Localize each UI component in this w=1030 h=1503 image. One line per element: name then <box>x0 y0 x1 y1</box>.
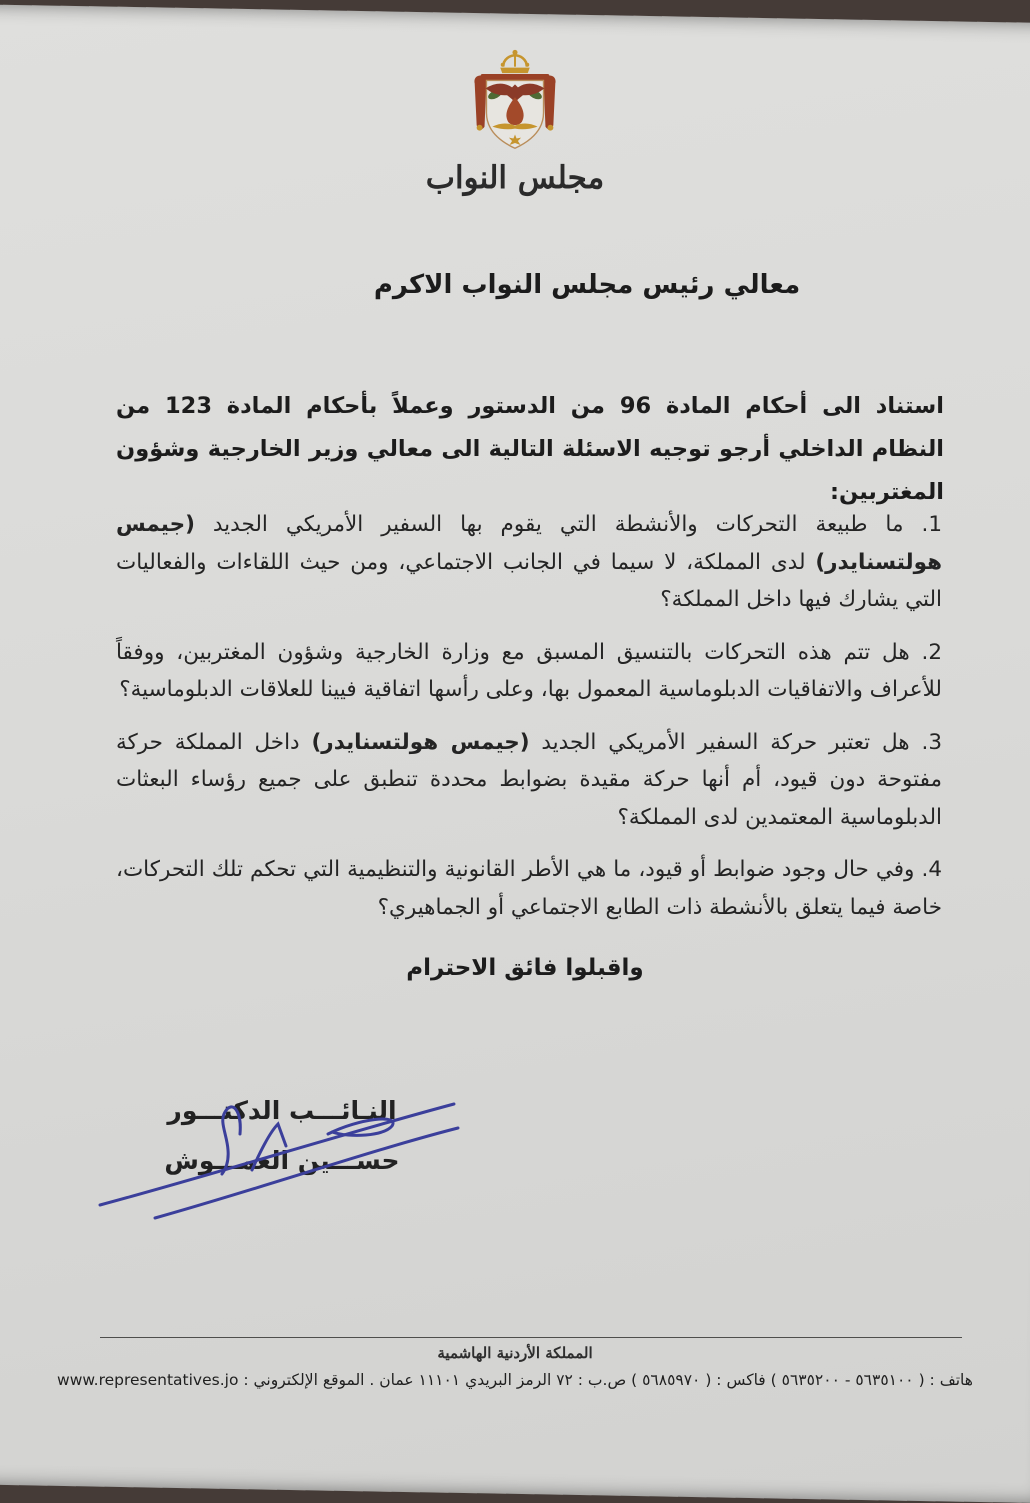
signatory-title: النـائـــب الدكتـــور <box>167 1096 397 1125</box>
signatory-name: حســـين العمـــوش <box>164 1146 400 1175</box>
jordan-coat-of-arms-icon <box>456 46 574 168</box>
question: 4. وفي حال وجود ضوابط أو قيود، ما هي الأطر القانونية والتنظيمية التي تحكم تلك التحركات، خاصة فيما يتعلق بالأنشطة ذات الطابع الاجتماعي أو الجماهيري؟ <box>116 857 942 920</box>
council-name-calligraphy: مجلس النواب <box>425 160 605 196</box>
question: 2. هل تتم هذه التحركات بالتنسيق المسبق مع وزارة الخارجية وشؤون المغتربين، ووفقاً للأعراف والاتفاقيات الدبلوماسية المعمول بها، وعلى رأسها اتفاقية فيينا للعلاقات الدبلوماسية؟ <box>116 639 942 702</box>
footer-divider <box>100 1337 962 1338</box>
letter-closing: واقبلوا فائق الاحترام <box>406 955 644 981</box>
footer-contact-info: هاتف : ( ٥٦٣٥١٠٠ - ٥٦٣٥٢٠٠ ) فاكس : ( ٥٦٨٥٩٧٠ ) ص.ب : ٧٢ الرمز البريدي ١١١٠١ عمان . الموقع الإلكتروني : www.representatives.jo <box>57 1371 973 1389</box>
kingdom-name-calligraphy: المملكة الأردنية الهاشمية <box>437 1344 593 1362</box>
letter-intro-paragraph: استناد الى أحكام المادة 96 من الدستور وعملاً بأحكام المادة 123 من النظام الداخلي أرجو توجيه الاسئلة التالية الى معالي وزير الخارجية وشؤون المغتربين: <box>116 392 945 505</box>
questions-list <box>116 506 942 941</box>
handwritten-signature <box>92 1072 464 1222</box>
question: 3. هل تعتبر حركة السفير الأمريكي الجديد (جيمس هولتسنايدر) داخل المملكة حركة مفتوحة دون قيود، أم أنها حركة مقيدة بضوابط محددة تنطبق على جميع رؤساء البعثات الدبلوماسية المعتمدين لدى المملكة؟ <box>116 729 942 830</box>
letter-salutation: معالي رئيس مجلس النواب الاكرم <box>373 270 801 300</box>
question: 1. ما طبيعة التحركات والأنشطة التي يقوم بها السفير الأمريكي الجديد (جيمس هولتسنايدر) لدى المملكة، لا سيما في الجانب الاجتماعي، ومن حيث اللقاءات والفعاليات التي يشارك فيها داخل المملكة؟ <box>116 512 942 612</box>
